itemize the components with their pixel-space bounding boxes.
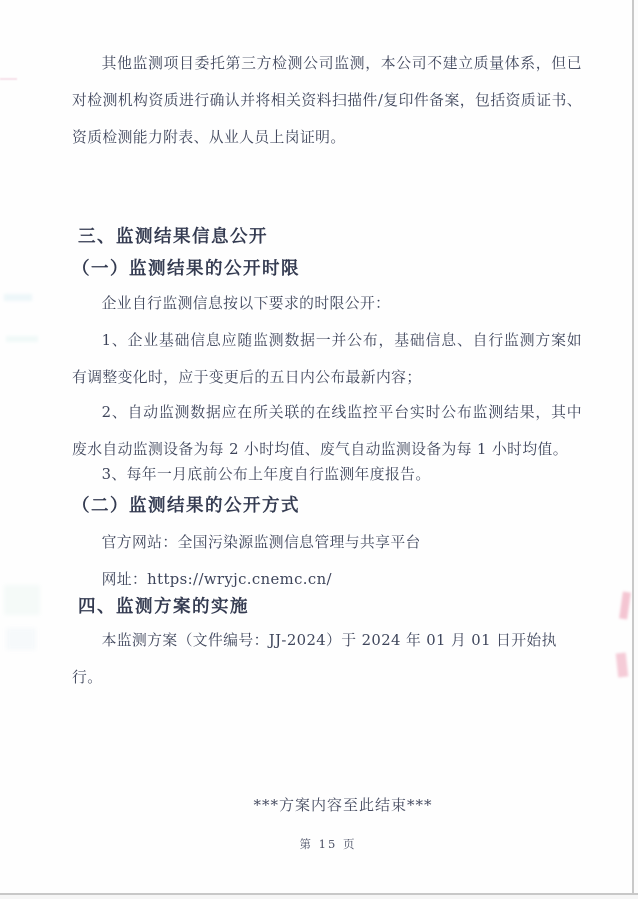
disclosure-item-2: 2、自动监测数据应在所关联的在线监控平台实时公布监测结果，其中废水自动监测设备为每 2 小时均值、废气自动监测设备为每 1 小时均值。 (72, 404, 582, 458)
implementation-line: 本监测方案（文件编号：JJ-2024）于 2024 年 01 月 01 日开始执行。 (72, 632, 557, 686)
site-url-line: 网址：https://wryjc.cnemc.cn/ (101, 571, 332, 588)
disclosure-intro-line: 企业自行监测信息按以下要求的时限公开： (101, 295, 391, 312)
disclosure-item-1: 1、企业基础信息应随监测数据一并公布，基础信息、自行监测方案如有调整变化时，应于变更后的五日内公布最新内容； (72, 332, 582, 386)
disclosure-item-3: 3、每年一月底前公布上年度自行监测年度报告。 (101, 466, 431, 483)
scan-artifact-left-5 (6, 628, 36, 650)
scan-artifact-left-4 (4, 585, 40, 615)
end-of-document-marker: ***方案内容至此结束*** (253, 796, 433, 814)
page-bottom-gutter (0, 895, 638, 899)
scan-artifact-left-1 (0, 78, 17, 80)
intro-paragraph: 其他监测项目委托第三方检测公司监测，本公司不建立质量体系，但已对检测机构资质进行确认并将相关资料扫描件/复印件备案，包括资质证书、资质检测能力附表、从业人员上岗证明。 (72, 55, 582, 146)
stamp-smudge-right-1 (619, 592, 631, 620)
page-right-edge (632, 0, 634, 899)
subsection-one-heading: （一）监测结果的公开时限 (72, 259, 300, 279)
subsection-two-heading: （二）监测结果的公开方式 (72, 496, 300, 516)
stamp-smudge-right-2 (616, 653, 628, 678)
scan-artifact-left-2 (4, 294, 32, 301)
page-right-gutter (634, 0, 638, 899)
official-site-line: 官方网站：全国污染源监测信息管理与共享平台 (101, 534, 421, 551)
scan-artifact-left-3 (6, 336, 38, 342)
page-number: 第 15 页 (299, 837, 357, 851)
section-four-heading: 四、监测方案的实施 (78, 597, 249, 617)
section-three-heading: 三、监测结果信息公开 (78, 227, 268, 247)
page-bottom-edge (0, 893, 638, 895)
